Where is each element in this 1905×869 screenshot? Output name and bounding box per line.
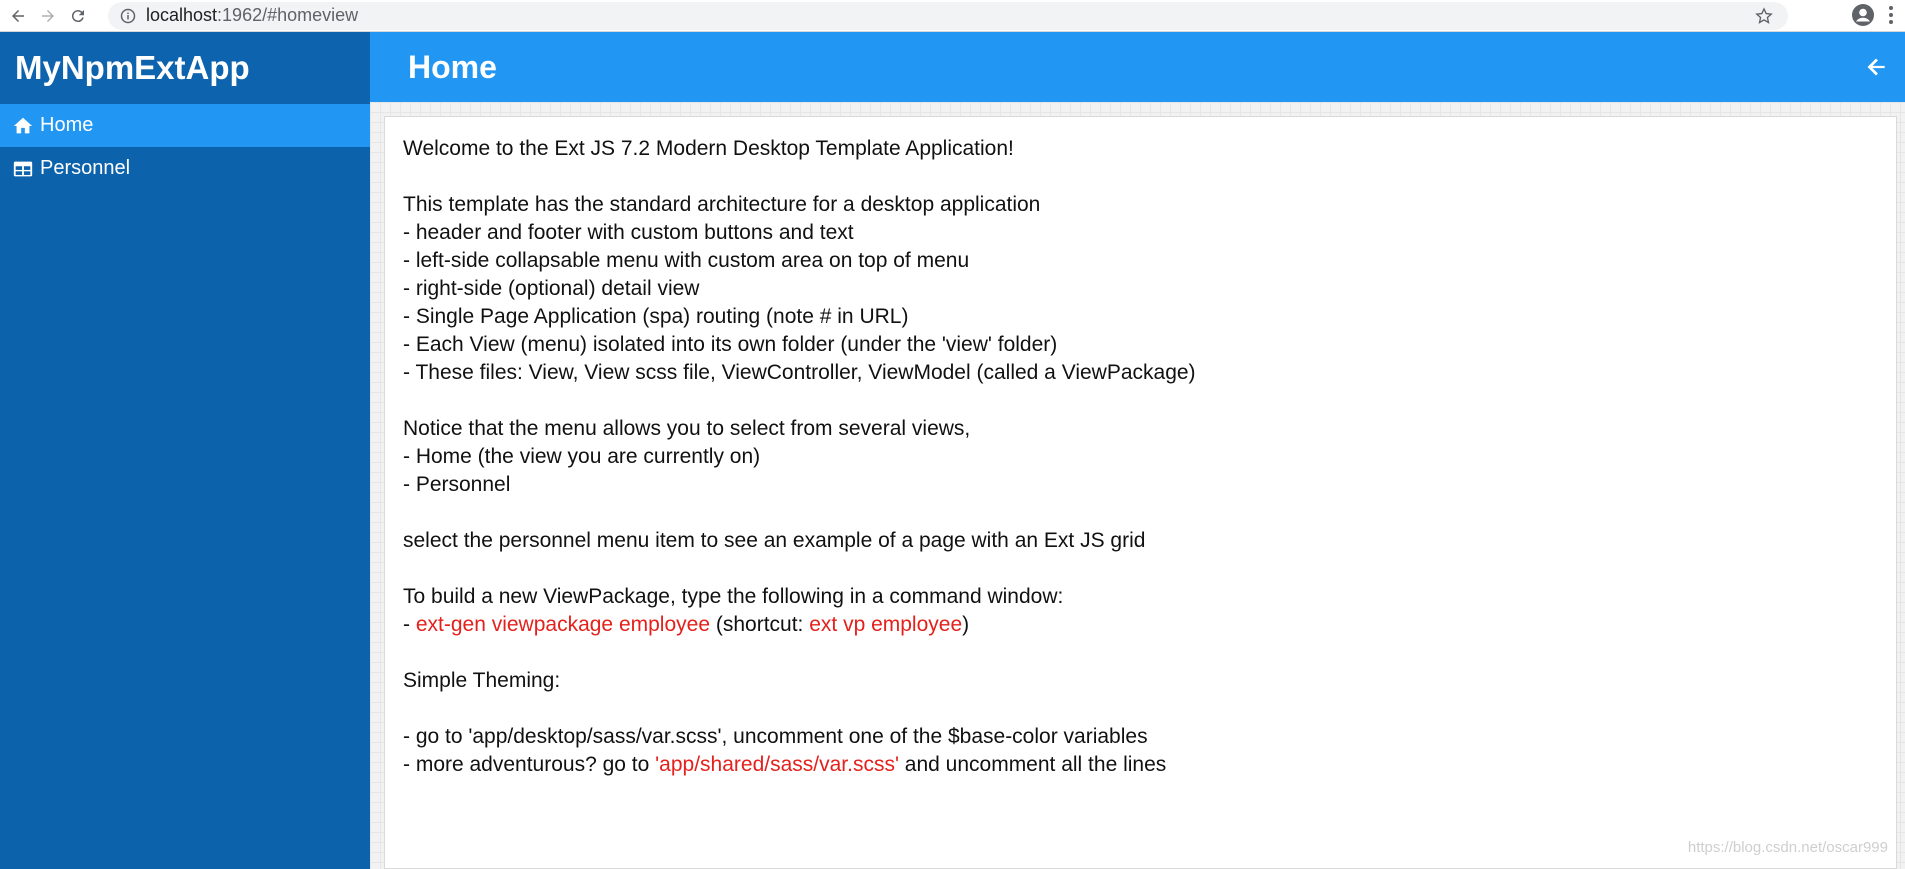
bookmark-star-icon[interactable]	[1754, 6, 1774, 26]
browser-menu-icon[interactable]	[1883, 3, 1899, 27]
spacer	[403, 555, 1878, 583]
architecture-item: - right-side (optional) detail view	[403, 277, 700, 300]
architecture-intro: This template has the standard architecture for a desktop application	[403, 193, 1041, 216]
welcome-text: Welcome to the Ext JS 7.2 Modern Desktop Template Application!	[403, 137, 1014, 160]
app-brand: MyNpmExtApp	[0, 32, 370, 104]
sidebar-item-home[interactable]	[0, 104, 370, 147]
notice-item: - Personnel	[403, 473, 511, 496]
theming-line-1: - go to 'app/desktop/sass/var.scss', uncomment one of the $base-color variables	[403, 725, 1148, 748]
sidebar-item-personnel[interactable]	[0, 147, 370, 190]
collapse-arrow-icon[interactable]	[1863, 54, 1889, 80]
build-mid: (shortcut:	[710, 613, 810, 636]
notice-item: - Home (the view you are currently on)	[403, 445, 761, 468]
architecture-item: - header and footer with custom buttons and text	[403, 221, 854, 244]
watermark: https://blog.csdn.net/oscar999	[1687, 839, 1888, 856]
architecture-item: - Each View (menu) isolated into its own folder (under the 'view' folder)	[403, 333, 1058, 356]
sidebar	[0, 32, 370, 869]
spacer	[403, 695, 1878, 723]
build-command: ext-gen viewpackage employee	[415, 613, 711, 636]
page-title: Home	[408, 48, 497, 85]
theming-line-2-prefix: - more adventurous? go to	[403, 753, 656, 776]
architecture-item: - left-side collapsable menu with custom area on top of menu	[403, 249, 970, 272]
architecture-item: - These files: View, View scss file, ViewController, ViewModel (called a ViewPackage)	[403, 361, 1196, 384]
build-intro: To build a new ViewPackage, type the following in a command window:	[403, 585, 1064, 608]
site-info-icon[interactable]	[120, 8, 136, 24]
address-bar[interactable]	[108, 2, 1788, 30]
spacer	[403, 163, 1878, 191]
reload-icon[interactable]	[66, 4, 90, 28]
profile-avatar-icon[interactable]	[1851, 3, 1875, 27]
spacer	[403, 499, 1878, 527]
select-personnel-text: select the personnel menu item to see an example of a page with an Ext JS grid	[403, 529, 1146, 552]
spacer	[403, 639, 1878, 667]
sidebar-item-label: Home	[40, 114, 94, 136]
theming-line-2	[403, 751, 1878, 779]
build-command-line	[403, 611, 1878, 639]
theming-path: 'app/shared/sass/var.scss'	[655, 753, 899, 776]
theming-title: Simple Theming:	[403, 669, 561, 692]
build-end: )	[962, 613, 970, 636]
build-shortcut: ext vp employee	[809, 613, 963, 636]
architecture-item: - Single Page Application (spa) routing (note # in URL)	[403, 305, 909, 328]
sidebar-item-label: Personnel	[40, 157, 131, 179]
table-icon	[12, 158, 34, 180]
url-path: :1962/#homeview	[217, 5, 359, 25]
home-icon	[12, 115, 34, 137]
notice-intro: Notice that the menu allows you to select from several views,	[403, 417, 971, 440]
forward-arrow-icon[interactable]	[36, 4, 60, 28]
url-text	[146, 5, 358, 26]
build-prefix: -	[403, 613, 416, 636]
back-arrow-icon[interactable]	[6, 4, 30, 28]
spacer	[403, 387, 1878, 415]
browser-toolbar	[0, 0, 1905, 32]
theming-line-2-suffix: and uncomment all the lines	[898, 753, 1167, 776]
page-header	[370, 32, 1905, 102]
home-content-panel	[384, 116, 1897, 869]
url-host: localhost	[146, 5, 218, 25]
